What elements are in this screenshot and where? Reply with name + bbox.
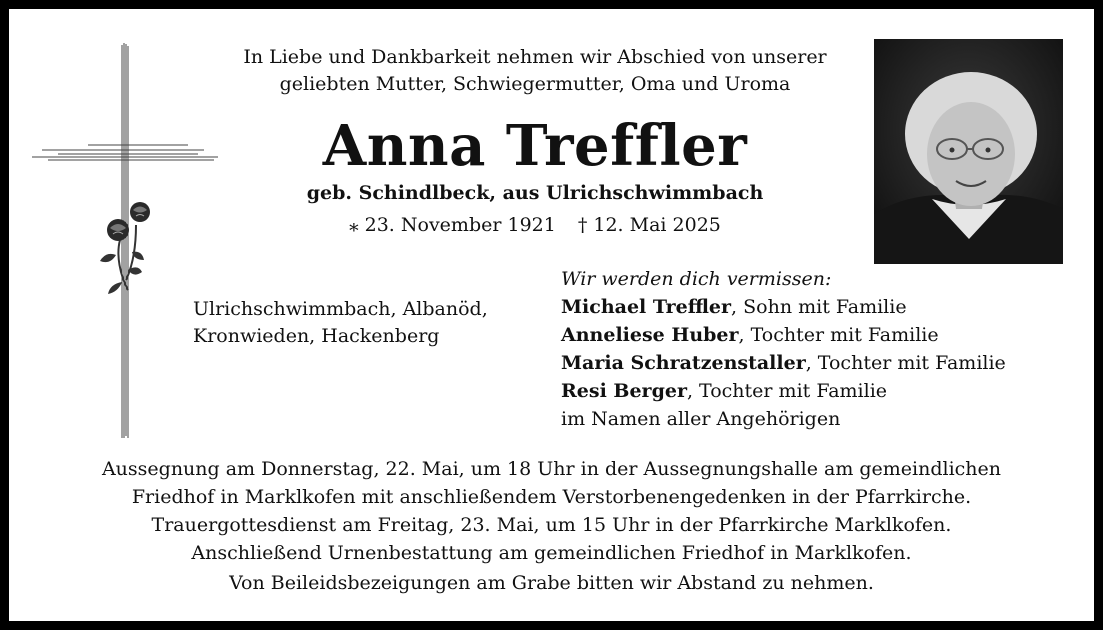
mourner-row	[561, 293, 1006, 321]
places-line-1: Ulrichschwimmbach, Albanöd,	[193, 298, 488, 320]
birth-date: ⁎ 23. November 1921	[349, 214, 556, 236]
mourner-name: Maria Schratzenstaller	[561, 352, 806, 374]
residence-places	[193, 296, 488, 350]
notice-line-2: Friedhof in Marklkofen mit anschließendem Verstorbenengedenken in der Pfarrkirche.	[131, 486, 972, 508]
notice-line-4: Anschließend Urnenbestattung am gemeindlichen Friedhof in Marklkofen.	[191, 542, 912, 564]
death-date: † 12. Mai 2025	[577, 214, 721, 236]
deceased-name: Anna Treffler	[322, 113, 748, 179]
places-line-2: Kronwieden, Hackenberg	[193, 325, 440, 347]
mourners-closing: im Namen aller Angehörigen	[561, 408, 841, 430]
mourner-row	[561, 321, 1006, 349]
intro-line-2: geliebten Mutter, Schwiegermutter, Oma und Uroma	[279, 73, 791, 95]
mourners-heading: Wir werden dich vermissen:	[561, 268, 832, 290]
notice-line-3: Trauergottesdienst am Freitag, 23. Mai, um 15 Uhr in der Pfarrkirche Marklkofen.	[151, 514, 952, 536]
life-dates	[200, 212, 870, 238]
condolence-request: Von Beileidsbezeigungen am Grabe bitten wir Abstand zu nehmen.	[229, 572, 874, 594]
birth-name-origin: geb. Schindlbeck, aus Ulrichschwimmbach	[306, 182, 764, 204]
mourner-row	[561, 349, 1006, 377]
mourner-relation: , Tochter mit Familie	[686, 380, 888, 402]
mourner-relation: , Tochter mit Familie	[738, 324, 939, 346]
mourners-list	[561, 265, 1006, 433]
intro-line-1: In Liebe und Dankbarkeit nehmen wir Abschied von unserer	[243, 46, 827, 68]
portrait-photo	[874, 39, 1063, 264]
mourner-name: Anneliese Huber	[561, 324, 739, 346]
cross-with-roses-icon	[28, 40, 228, 440]
notice-line-1: Aussegnung am Donnerstag, 22. Mai, um 18 Uhr in der Aussegnungshalle am gemeindlichen	[101, 458, 1002, 480]
intro-text	[200, 44, 870, 98]
mourner-relation: , Tochter mit Familie	[805, 352, 1006, 374]
mourner-name: Michael Treffler	[561, 296, 732, 318]
funeral-notice	[40, 455, 1063, 567]
mourner-row	[561, 377, 1006, 405]
mourner-name: Resi Berger	[561, 380, 687, 402]
mourner-relation: , Sohn mit Familie	[731, 296, 907, 318]
